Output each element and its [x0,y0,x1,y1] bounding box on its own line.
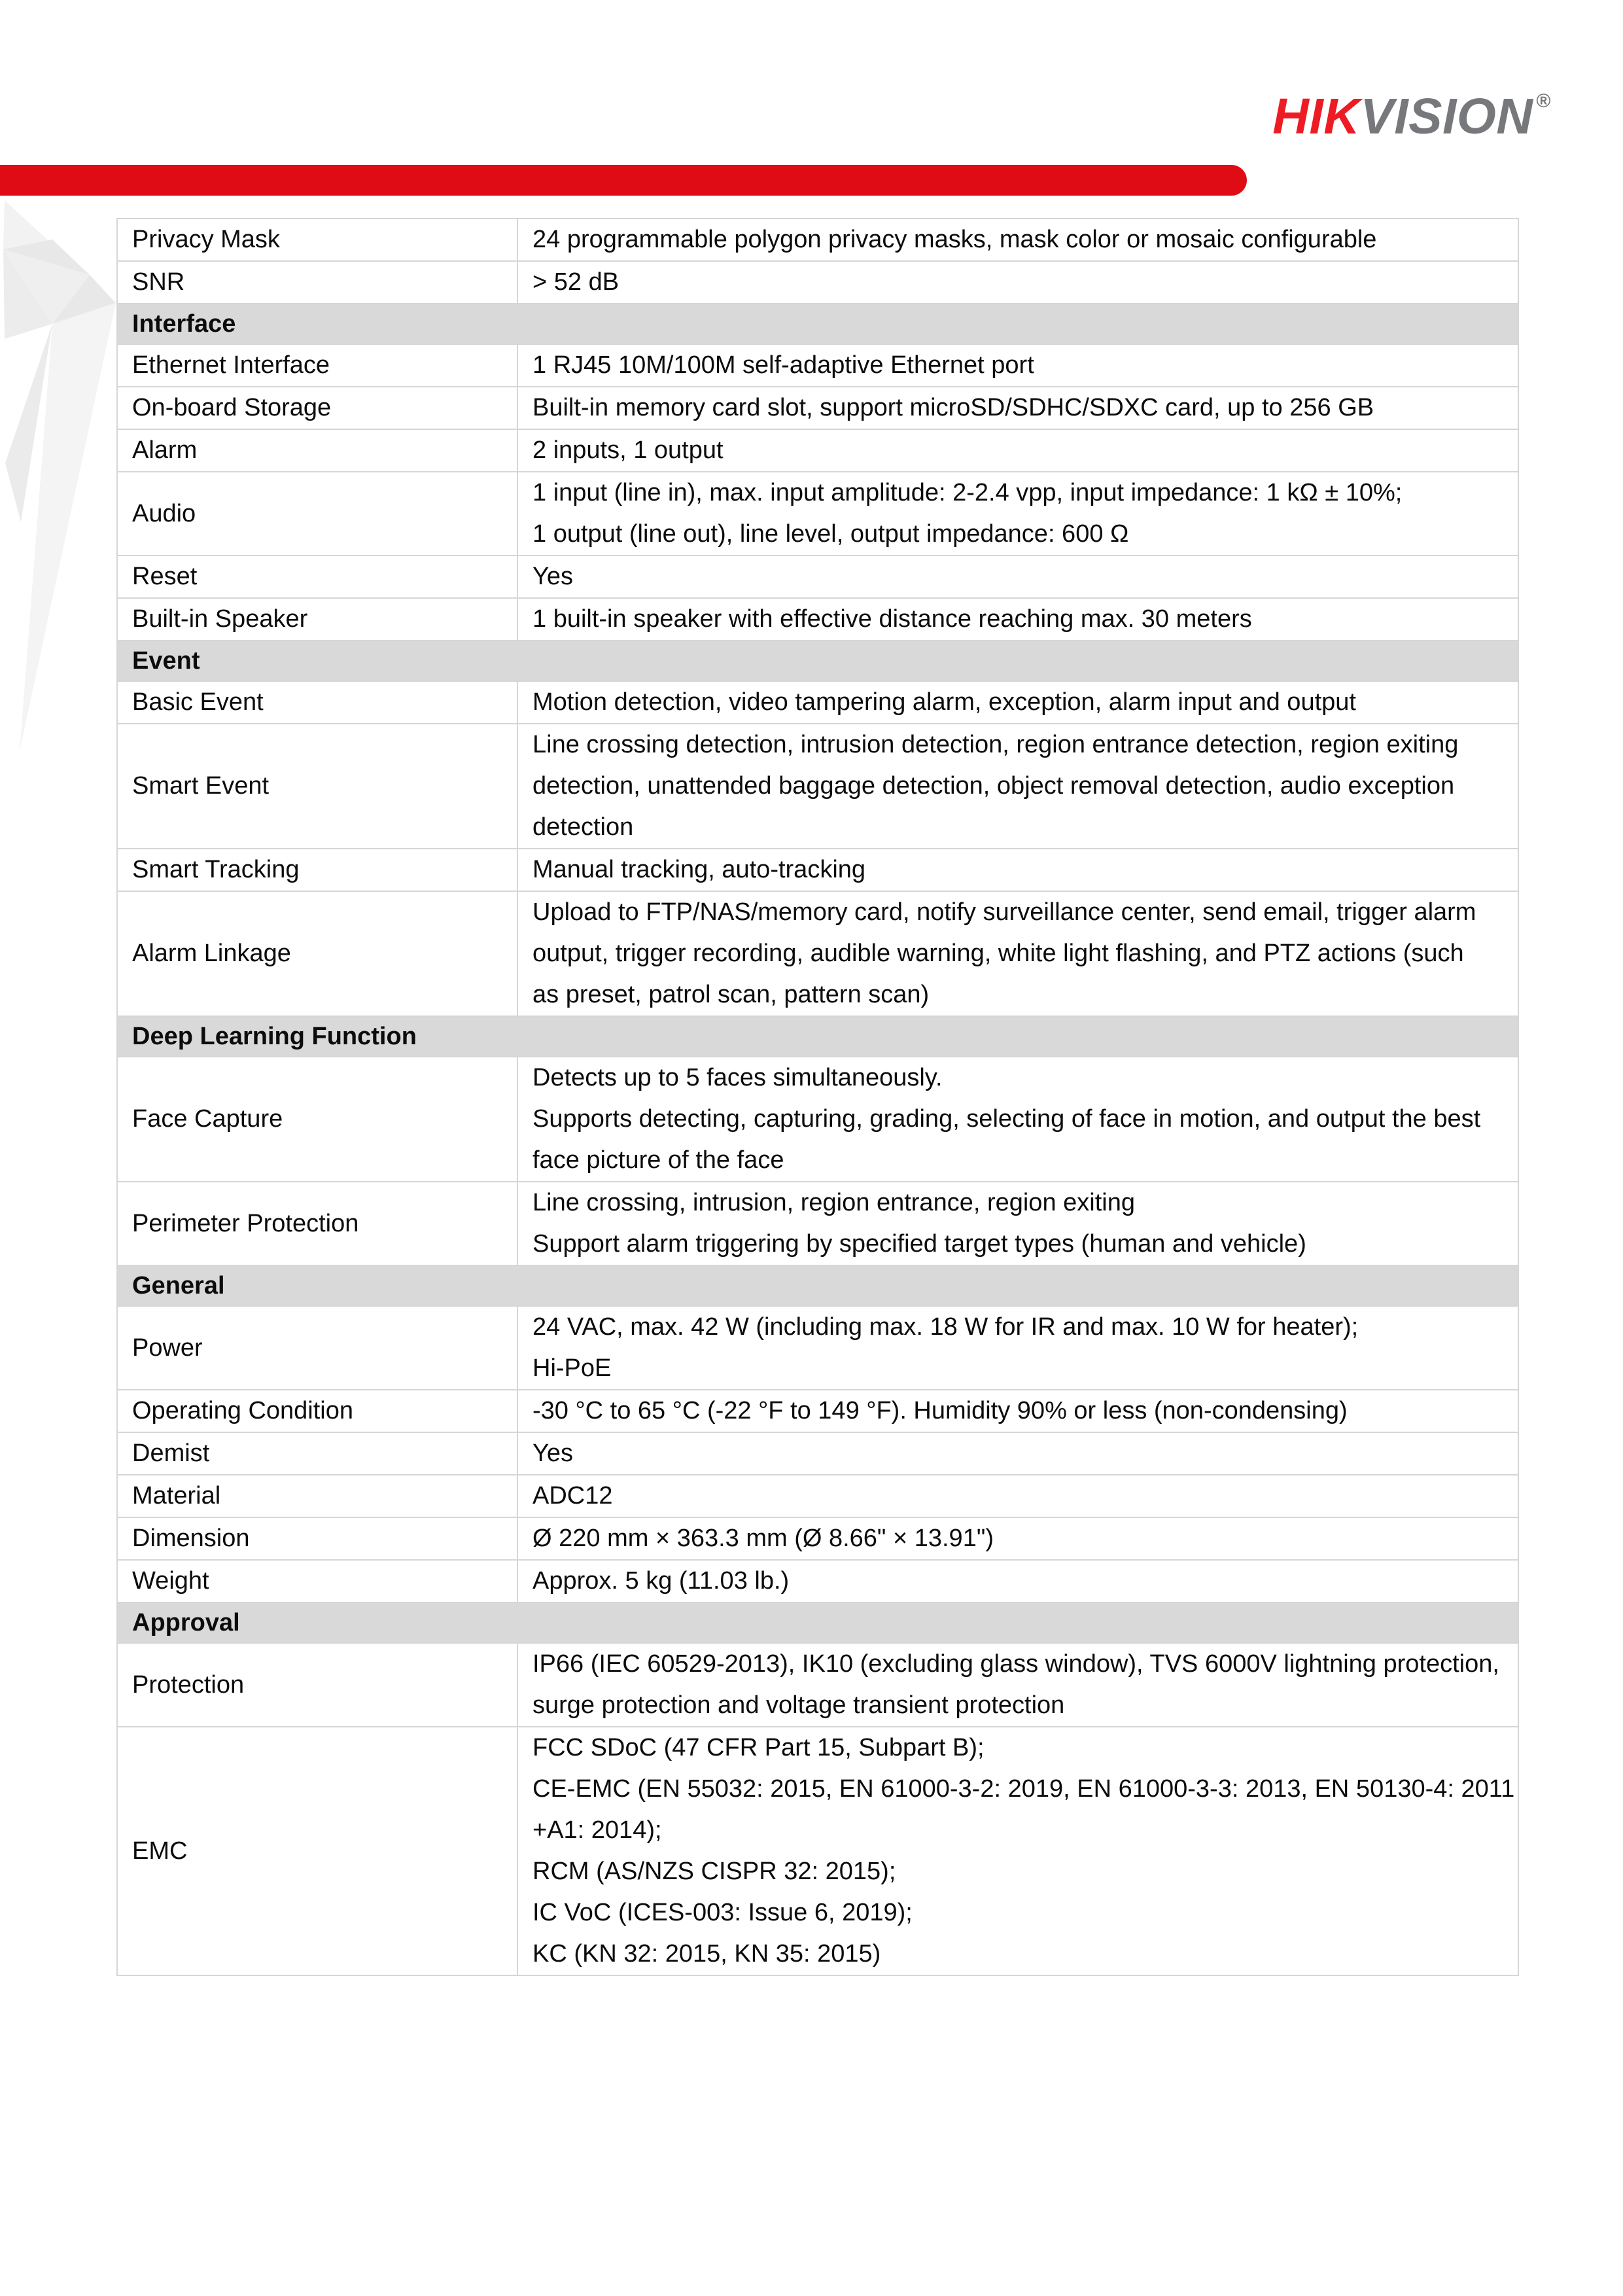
spec-value-line: Hi-PoE [532,1354,612,1382]
spec-label: EMC [117,1727,517,1975]
spec-value [517,891,1518,1016]
spec-value [517,1643,1518,1727]
spec-value [517,261,1518,304]
spec-label: Protection [117,1643,517,1727]
spec-value [517,1517,1518,1560]
section-header-row [117,1265,1518,1306]
spec-value-line: 1 RJ45 10M/100M self-adaptive Ethernet port [532,351,1034,379]
spec-label: Weight [117,1560,517,1602]
spec-label: SNR [117,261,517,304]
spec-row [117,261,1518,304]
brand-red-bar [0,165,1247,196]
spec-value-line: Supports detecting, capturing, grading, selecting of face in motion, and output the best [532,1105,1481,1133]
spec-row [117,219,1518,261]
spec-value [517,1475,1518,1517]
spec-row [117,1306,1518,1390]
spec-row [117,849,1518,891]
registered-trademark-icon: ® [1536,90,1551,112]
spec-value [517,344,1518,387]
spec-value [517,1306,1518,1390]
spec-value [517,472,1518,556]
spec-value-line: 24 programmable polygon privacy masks, mask color or mosaic configurable [532,226,1377,253]
spec-row [117,891,1518,1016]
spec-value-line: Yes [532,1439,573,1467]
spec-value-line: 2 inputs, 1 output [532,436,724,464]
spec-value-line: Detects up to 5 faces simultaneously. [532,1064,943,1091]
spec-label: Privacy Mask [117,219,517,261]
spec-value-line: IP66 (IEC 60529-2013), IK10 (excluding glass window), TVS 6000V lightning protection, [532,1650,1499,1678]
specification-table [116,218,1519,1976]
spec-label: Audio [117,472,517,556]
spec-row [117,1182,1518,1265]
section-header: Interface [117,304,1518,344]
section-header: Event [117,641,1518,681]
section-header-row [117,641,1518,681]
spec-value [517,556,1518,598]
spec-value-line: 1 input (line in), max. input amplitude: 2-2.4 vpp, input impedance: 1 kΩ ± 10%; [532,479,1403,506]
spec-value-line: 1 built-in speaker with effective distance reaching max. 30 meters [532,605,1252,633]
spec-label: Alarm Linkage [117,891,517,1016]
spec-label: Smart Event [117,724,517,849]
section-header: Approval [117,1602,1518,1643]
spec-value-line: Yes [532,563,573,590]
spec-value-line: Line crossing detection, intrusion detection, region entrance detection, region exiting [532,731,1459,758]
spec-value-line: FCC SDoC (47 CFR Part 15, Subpart B); [532,1734,985,1761]
spec-value-line: surge protection and voltage transient protection [532,1691,1065,1719]
section-header-row [117,1602,1518,1643]
spec-label: Operating Condition [117,1390,517,1432]
spec-label: Ethernet Interface [117,344,517,387]
spec-label: Smart Tracking [117,849,517,891]
spec-row [117,344,1518,387]
spec-row [117,1560,1518,1602]
spec-row [117,1057,1518,1182]
spec-label: Perimeter Protection [117,1182,517,1265]
spec-value-line: ADC12 [532,1482,613,1510]
spec-value [517,1560,1518,1602]
spec-row [117,681,1518,724]
spec-row [117,598,1518,641]
spec-label: Power [117,1306,517,1390]
spec-row [117,1432,1518,1475]
spec-value [517,1727,1518,1975]
spec-value-line: IC VoC (ICES-003: Issue 6, 2019); [532,1899,913,1926]
spec-value-line: as preset, patrol scan, pattern scan) [532,981,930,1008]
logo-hik-text: HIK [1272,88,1361,145]
spec-value-line: Motion detection, video tampering alarm, exception, alarm input and output [532,688,1356,716]
spec-value-line: -30 °C to 65 °C (-22 °F to 149 °F). Humidity 90% or less (non-condensing) [532,1397,1348,1424]
spec-value-line: Upload to FTP/NAS/memory card, notify surveillance center, send email, trigger alarm [532,898,1476,926]
spec-value [517,724,1518,849]
spec-value-line: Line crossing, intrusion, region entrance, region exiting [532,1189,1135,1216]
spec-value-line: detection, unattended baggage detection, object removal detection, audio exception [532,772,1455,800]
section-header-row [117,1016,1518,1057]
spec-value [517,598,1518,641]
spec-row [117,724,1518,849]
spec-value-line: KC (KN 32: 2015, KN 35: 2015) [532,1940,881,1968]
spec-label: On-board Storage [117,387,517,429]
spec-value [517,1390,1518,1432]
spec-value-line: +A1: 2014); [532,1816,662,1844]
logo-vision-text: VISION [1360,88,1533,145]
spec-row [117,429,1518,472]
spec-label: Dimension [117,1517,517,1560]
spec-value [517,1182,1518,1265]
section-header-row [117,304,1518,344]
spec-row [117,472,1518,556]
spec-value-line: output, trigger recording, audible warning, white light flashing, and PTZ actions (such [532,940,1464,967]
spec-row [117,1643,1518,1727]
spec-value-line: 24 VAC, max. 42 W (including max. 18 W for IR and max. 10 W for heater); [532,1313,1359,1341]
spec-value [517,1057,1518,1182]
spec-value-line: Manual tracking, auto-tracking [532,856,866,883]
watermark-graphic [0,188,124,764]
specification-table-body [117,219,1518,1975]
spec-value-line: RCM (AS/NZS CISPR 32: 2015); [532,1858,896,1885]
spec-label: Basic Event [117,681,517,724]
spec-label: Reset [117,556,517,598]
spec-label: Demist [117,1432,517,1475]
spec-value-line: CE-EMC (EN 55032: 2015, EN 61000-3-2: 2019, EN 61000-3-3: 2013, EN 50130-4: 2011 [532,1775,1515,1803]
spec-value [517,429,1518,472]
spec-row [117,1390,1518,1432]
spec-row [117,1475,1518,1517]
spec-label: Alarm [117,429,517,472]
section-header: General [117,1265,1518,1306]
spec-value-line: 1 output (line out), line level, output impedance: 600 Ω [532,520,1129,548]
spec-value [517,1432,1518,1475]
spec-value-line: Built-in memory card slot, support microSD/SDHC/SDXC card, up to 256 GB [532,394,1374,421]
spec-row [117,387,1518,429]
spec-value-line: > 52 dB [532,268,620,296]
spec-value-line: face picture of the face [532,1146,784,1174]
spec-value [517,849,1518,891]
spec-row [117,556,1518,598]
spec-label: Material [117,1475,517,1517]
spec-value [517,219,1518,261]
hikvision-logo [1272,76,1551,145]
section-header: Deep Learning Function [117,1016,1518,1057]
spec-label: Face Capture [117,1057,517,1182]
spec-row [117,1517,1518,1560]
spec-value-line: Ø 220 mm × 363.3 mm (Ø 8.66" × 13.91") [532,1525,994,1552]
spec-value-line: detection [532,813,634,841]
spec-value [517,681,1518,724]
spec-value-line: Support alarm triggering by specified target types (human and vehicle) [532,1230,1306,1258]
spec-row [117,1727,1518,1975]
spec-value-line: Approx. 5 kg (11.03 lb.) [532,1567,790,1595]
spec-label: Built-in Speaker [117,598,517,641]
spec-value [517,387,1518,429]
